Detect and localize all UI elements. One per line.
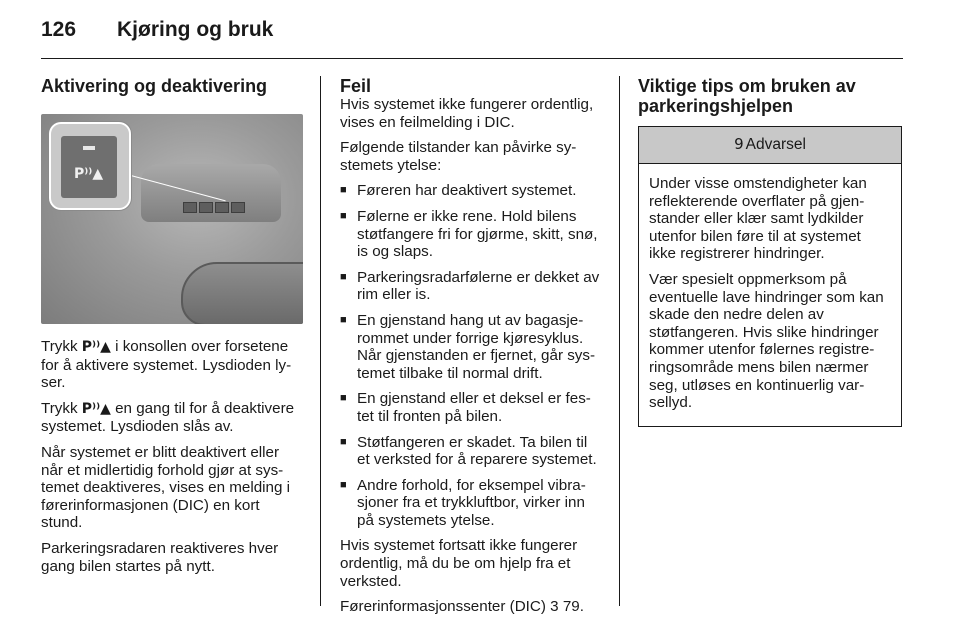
overhead-console [141,164,281,222]
paragraph: Når systemet er blitt deaktivert eller når et midlertidig forhold gjør at sys-temet deaktiveres, vises en melding i førerinformasjonen (DIC) en kort stund. [41,443,291,532]
park-assist-icon: P⁾⁾▲ [74,166,104,182]
console-button [231,202,245,213]
column-divider [320,76,321,606]
park-assist-icon: P⁾⁾▲ [81,339,111,355]
paragraph: Hvis systemet ikke fungerer ordentlig, vises en feilmelding i DIC. [340,96,594,131]
column-activation [41,76,303,583]
xref-page: 79. [562,598,584,616]
paragraph: Hvis systemet fortsatt ikke fungerer ordentlig, må du be om hjelp fra et verksted. [340,537,578,590]
parking-button-photo [41,114,303,324]
list-item: ■ En gjenstand eller et deksel er fes-tet til fronten på bilen. [340,390,604,425]
list-item: ■ Føreren har deaktivert systemet. [340,182,604,200]
column-faults [340,76,604,624]
text-run: en gang til for å deaktivere systemet. Lysdioden slås av. [41,399,295,436]
warning-icon: 9 [734,135,744,154]
page-header [41,18,273,52]
column-tips [638,76,902,427]
button-closeup-inset [49,122,131,210]
paragraph: Følgende tilstander kan påvirke sy-stemets ytelse: [340,139,577,174]
paragraph: Vær spesielt oppmerksom på eventuelle lave hindringer som kan skade den nedre delen av støtfangeren. Hvis slike hindringer kommer utenfor følernes registre-ringsområde mens bilen nærmer seg, utløses en kontinuerlig var-sellyd. [649,270,884,412]
warning-title: Advarsel [745,136,806,154]
list-item: ■ Følerne er ikke rene. Hold bilens støtfangere fri for gjørme, skitt, snø, is og slaps. [340,208,604,261]
paragraph: Under visse omstendigheter kan reflekterende overflater på gjen-stander eller klær samt lydkilder utenfor bilen føre til at systemet ikke registrerer hindringer. [649,175,867,263]
xref-text: Førerinformasjonssenter (DIC) [340,598,546,616]
console-button [199,202,213,213]
section-heading-activation: Aktivering og deaktivering [41,76,268,96]
paragraph [41,338,303,392]
page-number: 126 [41,18,77,41]
list-item: ■ Støtfangeren er skadet. Ta bilen til et verksted for å reparere systemet. [340,434,604,469]
console-button [215,202,229,213]
header-rule [41,58,903,59]
rearview-mirror [181,262,303,324]
led-indicator [83,146,95,150]
park-assist-button [61,136,117,198]
park-assist-icon: P⁾⁾▲ [81,400,111,417]
section-heading-faults: Feil [340,76,372,96]
chapter-title: Kjøring og bruk [117,18,274,41]
list-item: ■ En gjenstand hang ut av bagasje-rommet under forrige kjøresyklus. Når gjenstanden er fjernet, går sys-temet tilbake til normal drift. [340,312,604,382]
warning-body [639,164,901,426]
text-run: Trykk [41,338,82,355]
console-button [183,202,197,213]
list-item: ■ Parkeringsradarfølerne er dekket av rim eller is. [340,269,604,304]
text-run: i konsollen over forsetene for å aktivere systemet. Lysdioden ly-ser. [41,338,292,392]
section-heading-tips: Viktige tips om bruken av parkeringshjelpen [638,76,856,116]
conditions-list [340,182,604,529]
xref-arrow-icon: 3 [550,598,559,616]
paragraph [41,400,303,436]
text-run: Trykk [41,399,82,417]
warning-box [638,126,902,427]
warning-header [639,127,901,164]
cross-reference[interactable] [340,598,604,616]
list-item: ■ Andre forhold, for eksempel vibra-sjoner fra et trykkluftbor, virker inn på systemets ytelse. [340,477,604,530]
paragraph: Parkeringsradaren reaktiveres hver gang bilen startes på nytt. [41,539,279,575]
column-divider [619,76,620,606]
